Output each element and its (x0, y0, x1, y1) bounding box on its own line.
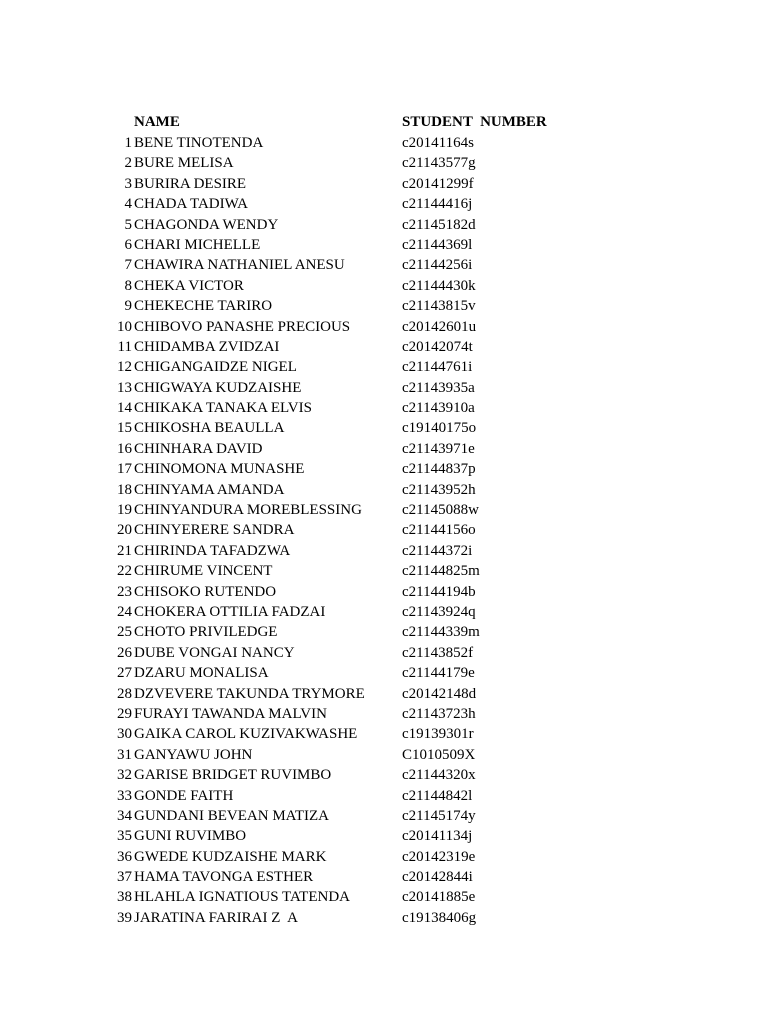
student-name: GUNDANI BEVEAN MATIZA (134, 807, 329, 824)
table-row (0, 806, 768, 826)
student-name: GANYAWU JOHN (134, 746, 253, 763)
student-name: BURE MELISA (134, 155, 234, 172)
student-name: BENE TINOTENDA (134, 135, 264, 151)
table-row (0, 500, 768, 520)
student-number: c21144430k (402, 277, 476, 294)
student-name: CHIKAKA TANAKA ELVIS (134, 400, 312, 417)
table-row (0, 867, 768, 887)
student-name: CHARI MICHELLE (134, 236, 261, 253)
row-number: 5 (124, 216, 132, 233)
student-number: c21145174y (402, 807, 476, 824)
table-row (0, 765, 768, 785)
student-number: c19140175o (402, 420, 477, 437)
student-name: CHINHARA DAVID (134, 440, 263, 457)
table-row (0, 174, 768, 194)
student-name: GAIKA CAROL KUZIVAKWASHE (134, 726, 358, 743)
student-number: c21143577g (402, 155, 476, 172)
table-row (0, 786, 768, 806)
table-row (0, 622, 768, 642)
student-number: c21144156o (402, 522, 476, 539)
student-number: c21144842l (402, 787, 473, 804)
row-number: 14 (117, 400, 132, 417)
student-number: c21144825m (402, 563, 480, 580)
student-name: CHEKECHE TARIRO (134, 298, 273, 315)
row-number: 3 (124, 175, 132, 192)
row-number: 1 (124, 135, 132, 151)
student-name: CHOKERA OTTILIA FADZAI (134, 603, 326, 620)
table-body (0, 133, 768, 928)
table-row (0, 276, 768, 296)
row-number: 24 (117, 603, 132, 620)
student-number: c21143935a (402, 379, 475, 396)
row-number: 22 (117, 563, 132, 580)
row-number: 27 (117, 665, 132, 682)
student-number: c21143952h (402, 481, 476, 498)
table-row (0, 520, 768, 540)
row-number: 25 (117, 624, 132, 641)
student-number: c20142844i (402, 869, 473, 886)
table-row (0, 398, 768, 418)
table-header (0, 112, 768, 132)
row-number: 31 (117, 746, 132, 763)
student-name: GWEDE KUDZAISHE MARK (134, 848, 327, 865)
student-number: c21144339m (402, 624, 480, 641)
row-number: 18 (117, 481, 132, 498)
row-number: 33 (117, 787, 132, 804)
student-number: c21144256i (402, 257, 473, 274)
student-name: CHIDAMBA ZVIDZAI (134, 338, 280, 355)
student-name: CHIGWAYA KUDZAISHE (134, 379, 302, 396)
student-name: CHIKOSHA BEAULLA (134, 420, 285, 437)
table-row (0, 908, 768, 928)
table-row (0, 887, 768, 907)
student-number: c20141885e (402, 889, 476, 906)
row-number: 17 (117, 461, 132, 478)
row-number: 29 (117, 705, 132, 722)
row-number: 6 (124, 236, 132, 253)
student-name: HAMA TAVONGA ESTHER (134, 869, 314, 886)
table-row (0, 582, 768, 602)
table-row (0, 663, 768, 683)
table-row (0, 745, 768, 765)
student-name: CHEKA VICTOR (134, 277, 244, 294)
student-name: CHIRUME VINCENT (134, 563, 273, 580)
student-name: GUNI RUVIMBO (134, 828, 247, 845)
student-number: c21143910a (402, 400, 475, 417)
name-column-header: NAME (134, 114, 180, 130)
student-name: BURIRA DESIRE (134, 175, 247, 192)
row-number: 4 (124, 196, 132, 213)
student-name: CHINOMONA MUNASHE (134, 461, 305, 478)
table-row (0, 439, 768, 459)
row-number: 23 (117, 583, 132, 600)
student-number: c21145088w (402, 502, 479, 519)
student-name: CHIRINDA TAFADZWA (134, 542, 291, 559)
row-number: 7 (124, 257, 132, 274)
table-row (0, 684, 768, 704)
row-number: 36 (117, 848, 132, 865)
row-number: 20 (117, 522, 132, 539)
student-name: CHIGANGAIDZE NIGEL (134, 359, 297, 376)
row-number: 28 (117, 685, 132, 702)
student-number: c21143815v (402, 298, 476, 315)
student-number: c20141299f (402, 175, 474, 192)
table-row (0, 296, 768, 316)
student-number: c20142074t (402, 338, 473, 355)
row-number: 15 (117, 420, 132, 437)
row-number: 8 (124, 277, 132, 294)
student-name: CHAWIRA NATHANIEL ANESU (134, 257, 345, 274)
row-number: 39 (117, 909, 132, 926)
table-row (0, 724, 768, 744)
student-name: CHISOKO RUTENDO (134, 583, 277, 600)
student-number: c21143723h (402, 705, 476, 722)
student-name: DZARU MONALISA (134, 665, 269, 682)
row-number: 16 (117, 440, 132, 457)
table-row (0, 235, 768, 255)
table-row (0, 643, 768, 663)
table-row (0, 194, 768, 214)
student-name: CHINYANDURA MOREBLESSING (134, 502, 362, 519)
row-number: 13 (117, 379, 132, 396)
table-row (0, 357, 768, 377)
student-number: c20141134j (402, 828, 473, 845)
student-number: c21144179e (402, 665, 475, 682)
student-name: GONDE FAITH (134, 787, 234, 804)
student-number: c20142601u (402, 318, 477, 335)
table-row (0, 704, 768, 724)
student-name: CHINYAMA AMANDA (134, 481, 285, 498)
table-row (0, 847, 768, 867)
student-name: DUBE VONGAI NANCY (134, 644, 295, 661)
table-row (0, 317, 768, 337)
student-number-column-header: STUDENT NUMBER (402, 114, 547, 130)
table-row (0, 602, 768, 622)
table-row (0, 418, 768, 438)
student-number: c20142319e (402, 848, 476, 865)
table-row (0, 459, 768, 479)
table-row (0, 153, 768, 173)
student-number: c21144837p (402, 461, 476, 478)
student-name: GARISE BRIDGET RUVIMBO (134, 767, 332, 784)
student-number: C1010509X (402, 746, 476, 763)
row-number: 35 (117, 828, 132, 845)
row-number: 9 (124, 298, 132, 315)
table-row (0, 480, 768, 500)
table-row (0, 378, 768, 398)
student-name: HLAHLA IGNATIOUS TATENDA (134, 889, 351, 906)
student-number: c21143852f (402, 644, 474, 661)
table-row (0, 133, 768, 153)
row-number: 26 (117, 644, 132, 661)
student-number: c20142148d (402, 685, 477, 702)
row-number: 12 (117, 359, 132, 376)
student-number: c21145182d (402, 216, 476, 233)
table-row (0, 541, 768, 561)
row-number: 19 (117, 502, 132, 519)
table-row (0, 215, 768, 235)
student-name: JARATINA FARIRAI Z A (134, 909, 298, 926)
table-row (0, 826, 768, 846)
student-name: CHIBOVO PANASHE PRECIOUS (134, 318, 351, 335)
row-number: 37 (117, 869, 132, 886)
student-name: CHINYERERE SANDRA (134, 522, 295, 539)
row-number: 21 (117, 542, 132, 559)
student-number: c19138406g (402, 909, 477, 926)
student-number: c21144320x (402, 767, 476, 784)
row-number: 38 (117, 889, 132, 906)
row-number: 10 (117, 318, 132, 335)
row-number: 32 (117, 767, 132, 784)
student-name: CHADA TADIWA (134, 196, 248, 213)
table-row (0, 561, 768, 581)
student-number: c21143971e (402, 440, 475, 457)
table-row (0, 255, 768, 275)
student-number: c21144416j (402, 196, 473, 213)
row-number: 30 (117, 726, 132, 743)
table-row (0, 337, 768, 357)
student-number: c21144761i (402, 359, 473, 376)
student-number: c21144194b (402, 583, 476, 600)
student-number: c21143924q (402, 603, 476, 620)
student-name: CHOTO PRIVILEDGE (134, 624, 278, 641)
student-number: c21144372i (402, 542, 473, 559)
student-name: FURAYI TAWANDA MALVIN (134, 705, 327, 722)
row-number: 34 (117, 807, 132, 824)
student-name: DZVEVERE TAKUNDA TRYMORE (134, 685, 365, 702)
student-number: c21144369l (402, 236, 473, 253)
student-number: c19139301r (402, 726, 474, 743)
student-name: CHAGONDA WENDY (134, 216, 279, 233)
student-number: c20141164s (402, 135, 474, 151)
row-number: 11 (117, 338, 132, 355)
row-number: 2 (124, 155, 132, 172)
